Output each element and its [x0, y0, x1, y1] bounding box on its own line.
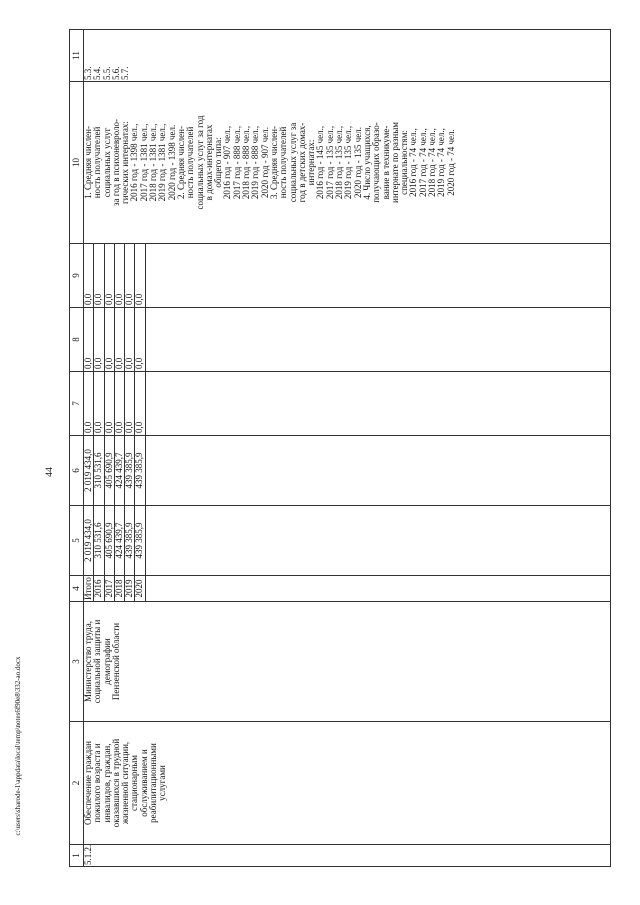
header-cell-4: 4 — [70, 576, 84, 602]
indicator-line: ность получателей — [278, 126, 289, 199]
federal-funding-cell — [84, 372, 611, 436]
executor-line: Министерство труда, — [83, 621, 93, 702]
indicator-line: специальностям: — [399, 130, 410, 195]
indicator-line: 2018 год - 74 чел., — [426, 128, 437, 197]
header-cell-9: 9 — [70, 244, 84, 308]
funding-value: 2 019 434,0 — [84, 506, 94, 575]
indicator-line: 2016 год - 1398 чел., — [129, 123, 140, 202]
header-cell-8: 8 — [70, 308, 84, 372]
funding-value: 0,0 — [94, 372, 104, 435]
indicator-line: 2020 год - 135 чел. — [352, 126, 363, 199]
event-line: Обеспечение граждан — [83, 741, 93, 825]
funding-value: 0,0 — [115, 308, 125, 371]
funding-value: 0,0 — [125, 372, 135, 435]
indicator-line: 2019 год - 74 чел., — [436, 128, 447, 197]
indicator-line: общего типа: — [213, 137, 224, 188]
indicator-line: 2017 год - 888 чел., — [231, 125, 242, 200]
row-code-cell: 5.1.2. — [84, 845, 611, 867]
funding-value: 0,0 — [125, 308, 135, 371]
indicator-line: 2018 год - 135 чел., — [334, 125, 345, 200]
indicator-line: 2019 год - 888 чел., — [250, 125, 261, 200]
other-funding-cell — [84, 244, 611, 308]
funding-value: 0,0 — [105, 372, 115, 435]
funding-value: 0,0 — [84, 308, 94, 371]
reference-line: 5.7. — [120, 66, 131, 80]
header-cell-11: 11 — [70, 30, 84, 82]
indicator-line: 2017 год - 1381 чел., — [138, 123, 149, 202]
event-line: реабилитационными — [148, 743, 159, 823]
indicator-line: 2017 год - 74 чел., — [417, 128, 428, 197]
indicator-line: 4. Число учащихся, — [361, 125, 372, 200]
funding-value: 0,0 — [135, 372, 145, 435]
event-line: обслуживанием и — [138, 749, 149, 817]
indicator-line: 2020 год - 1398 чел. — [166, 124, 177, 201]
indicators-cell — [84, 82, 611, 244]
page-number: 44 — [45, 467, 55, 477]
indicator-line: социальных услуг — [101, 127, 112, 198]
footer-file-path: c:\users\sharode-1\appdata\local\temp\notes6f90e8\332-ao.docx — [14, 656, 22, 836]
header-cell-7: 7 — [70, 372, 84, 436]
reference-line: 5.3. — [83, 66, 93, 80]
funding-value: 0,0 — [105, 244, 115, 307]
funding-value: 439 385,9 — [125, 436, 135, 505]
funding-value: 424 439,7 — [115, 506, 125, 575]
reference-cell — [84, 30, 611, 82]
funding-value: 0,0 — [94, 308, 104, 371]
header-cell-6: 6 — [70, 436, 84, 506]
funding-value: 2 019 434,0 — [84, 436, 94, 505]
executor-line: социальной защиты и — [92, 619, 103, 704]
indicator-line: 2020 год - 74 чел. — [445, 129, 456, 196]
indicator-line: ность получателей — [92, 126, 103, 199]
indicator-line: гических интернатах: — [120, 121, 131, 204]
indicator-line: интернатах: — [306, 139, 317, 186]
local-funding-cell — [84, 308, 611, 372]
event-line: стационарным — [129, 754, 140, 812]
funding-value: 0,0 — [84, 372, 94, 435]
header-cell-10: 10 — [70, 82, 84, 244]
indicator-line: получающих образо- — [371, 122, 382, 203]
indicator-line: вание в техникуме- — [380, 125, 391, 200]
funding-value: 0,0 — [115, 372, 125, 435]
rotated-table-wrapper — [69, 30, 611, 867]
funding-value: 405 690,9 — [105, 436, 115, 505]
funding-value: 0,0 — [115, 244, 125, 307]
header-cell-1: 1 — [70, 845, 84, 867]
event-line: пожилого возраста и — [92, 743, 103, 823]
funding-value: 0,0 — [105, 308, 115, 371]
indicator-line: 2020 год - 907 чел. — [259, 126, 270, 199]
reference-line: 5.4. — [92, 66, 103, 80]
executor-line: Пензенской области — [110, 622, 121, 701]
indicator-line: год в детских домах- — [296, 122, 307, 203]
event-line: жизненной ситуации, — [120, 741, 131, 825]
event-line: инвалидов, граждан, — [101, 743, 112, 823]
indicator-line: 2016 год - 907 чел., — [222, 125, 233, 200]
funding-value: 0,0 — [84, 244, 94, 307]
executor-cell — [84, 602, 611, 722]
indicator-line: 2018 год - 1381 чел., — [148, 123, 159, 202]
indicator-line: 1. Средняя числен- — [83, 126, 93, 199]
funding-value: 439 385,9 — [135, 436, 145, 505]
indicator-line: 2019 год - 135 чел., — [343, 125, 354, 200]
funding-value: 0,0 — [135, 308, 145, 371]
funding-value: 439 385,9 — [135, 506, 145, 575]
year-value: 2017 — [105, 576, 115, 601]
indicator-line: 2018 год - 888 чел., — [241, 125, 252, 200]
funding-value: 0,0 — [125, 244, 135, 307]
funding-value: 0,0 — [94, 244, 104, 307]
regional-funding-cell — [84, 436, 611, 506]
header-cell-2: 2 — [70, 722, 84, 845]
indicator-line: 3. Средняя числен- — [268, 126, 279, 199]
year-value: Итого — [83, 577, 93, 600]
indicator-line: социальных услуг за — [287, 122, 298, 203]
year-value: 2016 — [94, 576, 104, 601]
funding-value: 424 439,7 — [115, 436, 125, 505]
table-row — [84, 30, 611, 867]
indicator-line: 2. Средняя числен- — [175, 126, 186, 199]
indicator-line: в домах-интернатах — [203, 124, 214, 201]
indicator-line: 2019 год - 1381 чел., — [157, 123, 168, 202]
funding-value: 310 531,6 — [94, 506, 104, 575]
reference-line: 5.5. — [101, 66, 112, 80]
year-value: 2020 — [135, 576, 145, 601]
event-line: услугами — [157, 765, 168, 801]
header-cell-5: 5 — [70, 506, 84, 576]
indicator-line: 2016 год - 145 чел., — [315, 125, 326, 200]
indicator-line: 2017 год - 135 чел., — [324, 125, 335, 200]
reference-line: 5.6. — [110, 66, 121, 80]
indicator-line: ность получателей — [185, 126, 196, 199]
year-value: 2018 — [115, 576, 125, 601]
year-cell — [84, 576, 611, 602]
funding-value: 439 385,9 — [125, 506, 135, 575]
header-cell-3: 3 — [70, 602, 84, 722]
event-cell — [84, 722, 611, 845]
year-value: 2019 — [125, 576, 135, 601]
program-table — [69, 29, 611, 867]
funding-value: 0,0 — [135, 244, 145, 307]
indicator-line: социальных услуг за год — [194, 115, 205, 210]
funding-value: 405 690,9 — [105, 506, 115, 575]
header-row — [70, 30, 84, 867]
total-funding-cell — [84, 506, 611, 576]
funding-value: 310 531,6 — [94, 436, 104, 505]
indicator-line: интернате по разным — [389, 122, 400, 203]
event-line: оказавшихся в трудной — [110, 738, 121, 828]
indicator-line: за год в психоневроло- — [110, 118, 121, 207]
indicator-line: 2016 год - 74 чел., — [408, 128, 419, 197]
executor-line: демографии — [101, 638, 112, 685]
